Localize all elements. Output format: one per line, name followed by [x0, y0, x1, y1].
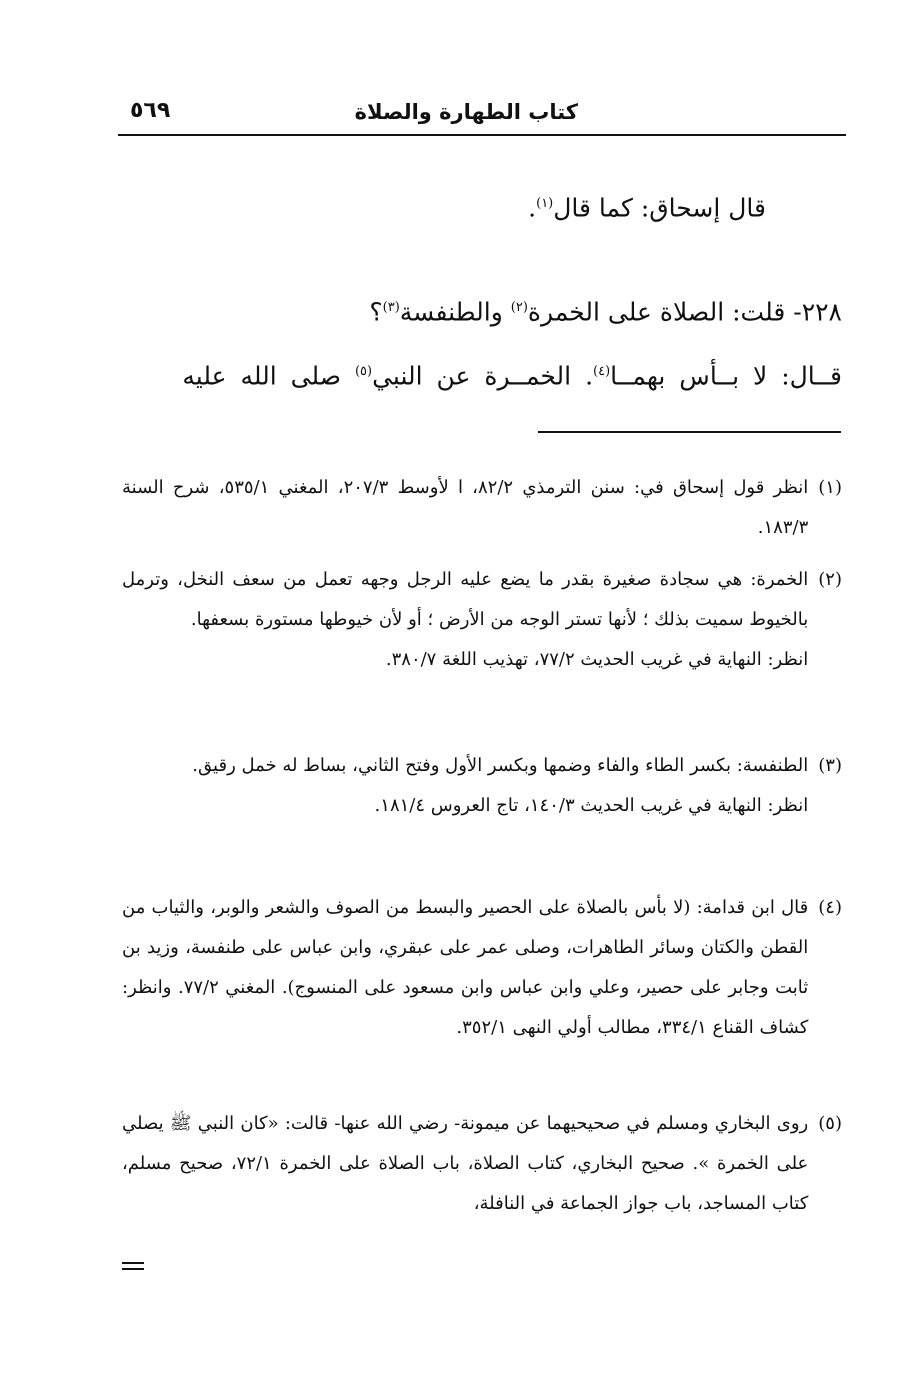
footnote-body	[122, 746, 808, 888]
footnote-text: الخمرة: هي سجادة صغيرة بقدر ما يضع عليه الرجل وجهه تعمل من سعف النخل، وترمل بالخيوط سميت بذلك ؛ لأنها تستر الوجه من الأرض ؛ أو لأن خيوطها مستورة بسعفها.	[122, 569, 809, 630]
footnote-4	[122, 888, 842, 1104]
footnotes-section	[122, 468, 842, 1244]
footnote-2	[122, 560, 842, 746]
book-title: كتاب الطهارة والصلاة	[354, 100, 578, 124]
footnote-number: (٥)	[818, 1113, 842, 1134]
footnote-ref-5: (٥)	[354, 364, 373, 379]
footnote-text: روى البخاري ومسلم في صحيحيهما عن ميمونة- رضي الله عنها- قالت: «كان النبي ﷺ يصلي على الخمرة ». صحيح البخاري، كتاب الصلاة، باب الصلاة على الخمرة ٧٢/١، صحيح مسلم، كتاب المساجد، باب جواز الجماعة في النافلة،	[122, 1113, 809, 1214]
footnote-number: (١)	[818, 477, 842, 498]
continuation-line	[122, 1268, 144, 1270]
footnote-1	[122, 468, 842, 560]
page-number: ٥٦٩	[130, 98, 171, 123]
footnote-body	[122, 888, 808, 1104]
footnote-body	[122, 560, 808, 746]
footnote-ref-1: (١)	[536, 196, 554, 211]
main-text: والطنفسة	[399, 297, 511, 327]
main-text-line-1	[528, 184, 766, 228]
footnote-reference: انظر: النهاية في غريب الحديث ١٤٠/٣، تاج العروس ١٨١/٤.	[374, 795, 809, 816]
main-text: .	[528, 193, 537, 223]
footnote-body	[122, 1104, 808, 1244]
continuation-line	[122, 1262, 144, 1264]
main-text: ؟	[369, 297, 383, 327]
footnote-reference: انظر: النهاية في غريب الحديث ٧٧/٢، تهذيب اللغة ٣٨٠/٧.	[385, 649, 809, 670]
main-text: صلى الله عليه	[182, 361, 355, 391]
main-text: . الخمــرة عن النبي	[372, 361, 594, 391]
footnote-ref-3: (٣)	[382, 300, 400, 315]
footnote-text: انظر قول إسحاق في: سنن الترمذي ٨٢/٢، ا لأوسط ٢٠٧/٣، المغني ٥٣٥/١، شرح السنة ١٨٣/٣.	[122, 477, 809, 538]
footnote-number: (٢)	[818, 569, 842, 590]
footnote-3	[122, 746, 842, 888]
footnote-separator	[538, 431, 841, 433]
main-text: قال إسحاق: كما قال	[553, 193, 766, 223]
footnote-body	[122, 468, 808, 560]
continuation-mark	[122, 1262, 144, 1274]
footnote-number: (٣)	[818, 755, 842, 776]
main-text: قــال: لا بــأس بهمــا	[610, 361, 842, 391]
main-text-line-2	[369, 288, 842, 332]
footnote-5	[122, 1104, 842, 1244]
footnote-text: قال ابن قدامة: (لا بأس بالصلاة على الحصير والبسط من الصوف والشعر والوبر، والثياب من القطن والكتان وسائر الطاهرات، وصلى عمر على عبقري، وابن عباس على طنفسة، وزيد بن ثابت وجابر على حصير، وعلي وابن عباس وابن مسعود على المنسوج). المغني ٧٧/٢. وانظر: كشاف القناع ٣٣٤/١، مطالب أولي النهى ٣٥٢/١.	[122, 897, 809, 1038]
footnote-text: الطنفسة: بكسر الطاء والفاء وضمها وبكسر الأول وفتح الثاني، بساط له خمل رقيق.	[192, 755, 809, 776]
running-header	[118, 98, 846, 136]
main-text-line-3	[182, 352, 842, 396]
footnote-ref-4: (٤)	[593, 364, 611, 379]
footnote-ref-2: (٢)	[510, 300, 528, 315]
main-text: ٢٢٨- قلت: الصلاة على الخمرة	[527, 297, 842, 327]
footnote-number: (٤)	[818, 897, 842, 918]
